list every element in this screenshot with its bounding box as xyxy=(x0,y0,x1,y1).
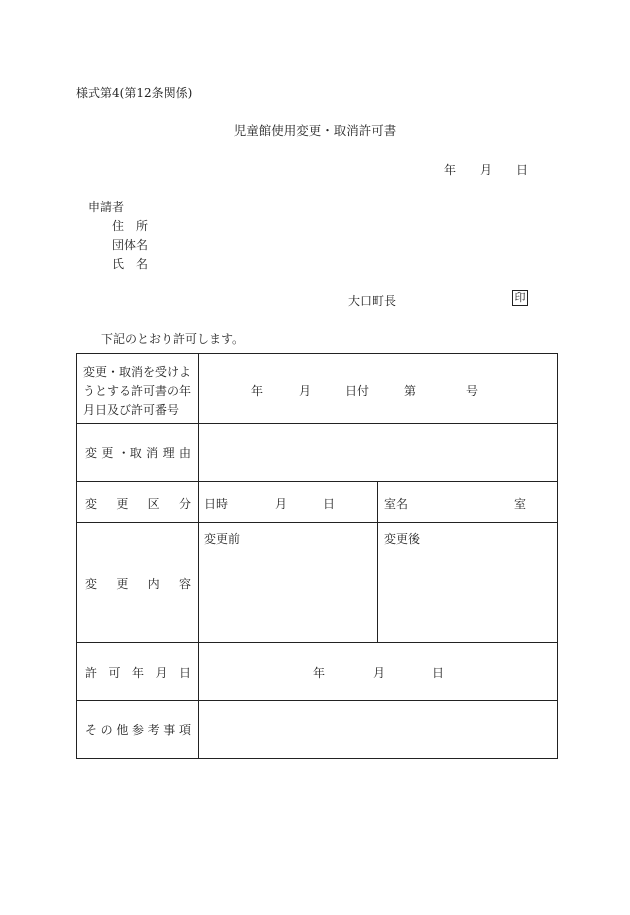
table-rule xyxy=(77,642,557,643)
row6-label-char: 項 xyxy=(178,723,191,737)
table-divider xyxy=(198,354,199,758)
issue-date-month: 月 xyxy=(480,163,493,177)
row1-day-dated: 日付 xyxy=(345,384,370,398)
row2-label-char: 由 xyxy=(178,446,191,460)
intro-text: 下記のとおり許可します。 xyxy=(101,332,245,346)
row2-label-char: 消 xyxy=(146,446,159,460)
row4-label xyxy=(85,575,191,592)
row4-label-char: 内 xyxy=(147,577,160,591)
row5-label-char: 許 xyxy=(85,666,98,680)
row2-label-char: 更 xyxy=(101,446,114,460)
row3-month: 月 xyxy=(275,497,288,511)
row6-label-char: 参 xyxy=(131,723,144,737)
row3-label-char: 区 xyxy=(147,497,160,511)
row2-label-char: 変 xyxy=(85,446,98,460)
row4-after-label: 変更後 xyxy=(384,532,421,546)
row6-label-char: そ xyxy=(85,723,98,737)
row1-number-suffix: 号 xyxy=(466,384,479,398)
applicant-name-label: 氏 名 xyxy=(112,257,149,271)
row3-label-char: 分 xyxy=(178,497,191,511)
row3-label-char: 変 xyxy=(85,497,98,511)
applicant-label: 申請者 xyxy=(88,200,125,214)
row5-day: 日 xyxy=(432,666,445,680)
row4-before-label: 変更前 xyxy=(204,532,241,546)
seal-mark: 印 xyxy=(512,290,528,306)
row1-month: 月 xyxy=(299,384,312,398)
row2-label-char: 理 xyxy=(162,446,175,460)
table-rule xyxy=(77,700,557,701)
applicant-organization-label: 団体名 xyxy=(112,238,149,252)
row6-label-char: 考 xyxy=(147,723,160,737)
document-title: 児童館使用変更・取消許可書 xyxy=(233,123,397,138)
row1-label-line1: 変更・取消を受けよ xyxy=(83,365,192,379)
form-number: 様式第4(第12条関係) xyxy=(76,86,193,100)
row3-label xyxy=(85,495,191,512)
row4-label-char: 更 xyxy=(116,577,129,591)
issuer-mayor: 大口町長 xyxy=(348,294,397,308)
row3-room-label: 室名 xyxy=(384,497,409,511)
table-rule xyxy=(77,522,557,523)
row5-label xyxy=(85,664,191,681)
row4-label-char: 容 xyxy=(178,577,191,591)
row4-label-char: 変 xyxy=(85,577,98,591)
row5-label-char: 可 xyxy=(108,666,121,680)
table-rule xyxy=(77,423,557,424)
issue-date-day: 日 xyxy=(516,163,529,177)
row5-year: 年 xyxy=(313,666,326,680)
row3-day: 日 xyxy=(323,497,336,511)
table-divider xyxy=(377,481,378,642)
row3-label-char: 更 xyxy=(116,497,129,511)
row2-label-char: ・取 xyxy=(117,446,142,460)
permit-table xyxy=(76,353,558,759)
row5-label-char: 日 xyxy=(178,666,191,680)
row1-label-line3: 月日及び許可番号 xyxy=(83,403,180,417)
row6-label-char: の xyxy=(100,723,113,737)
row6-label xyxy=(85,721,191,738)
applicant-address-label: 住 所 xyxy=(112,219,149,233)
table-rule xyxy=(77,481,557,482)
row5-label-char: 年 xyxy=(131,666,144,680)
row1-no-prefix: 第 xyxy=(404,384,417,398)
row5-label-char: 月 xyxy=(155,666,168,680)
row2-label xyxy=(85,444,191,461)
row3-datetime-label: 日時 xyxy=(204,497,229,511)
row1-label-line2: うとする許可書の年 xyxy=(83,384,192,398)
row5-month: 月 xyxy=(373,666,386,680)
issue-date-year: 年 xyxy=(444,163,457,177)
row3-room-suffix: 室 xyxy=(514,497,527,511)
row1-year: 年 xyxy=(251,384,264,398)
row6-label-char: 他 xyxy=(116,723,129,737)
row6-label-char: 事 xyxy=(163,723,176,737)
